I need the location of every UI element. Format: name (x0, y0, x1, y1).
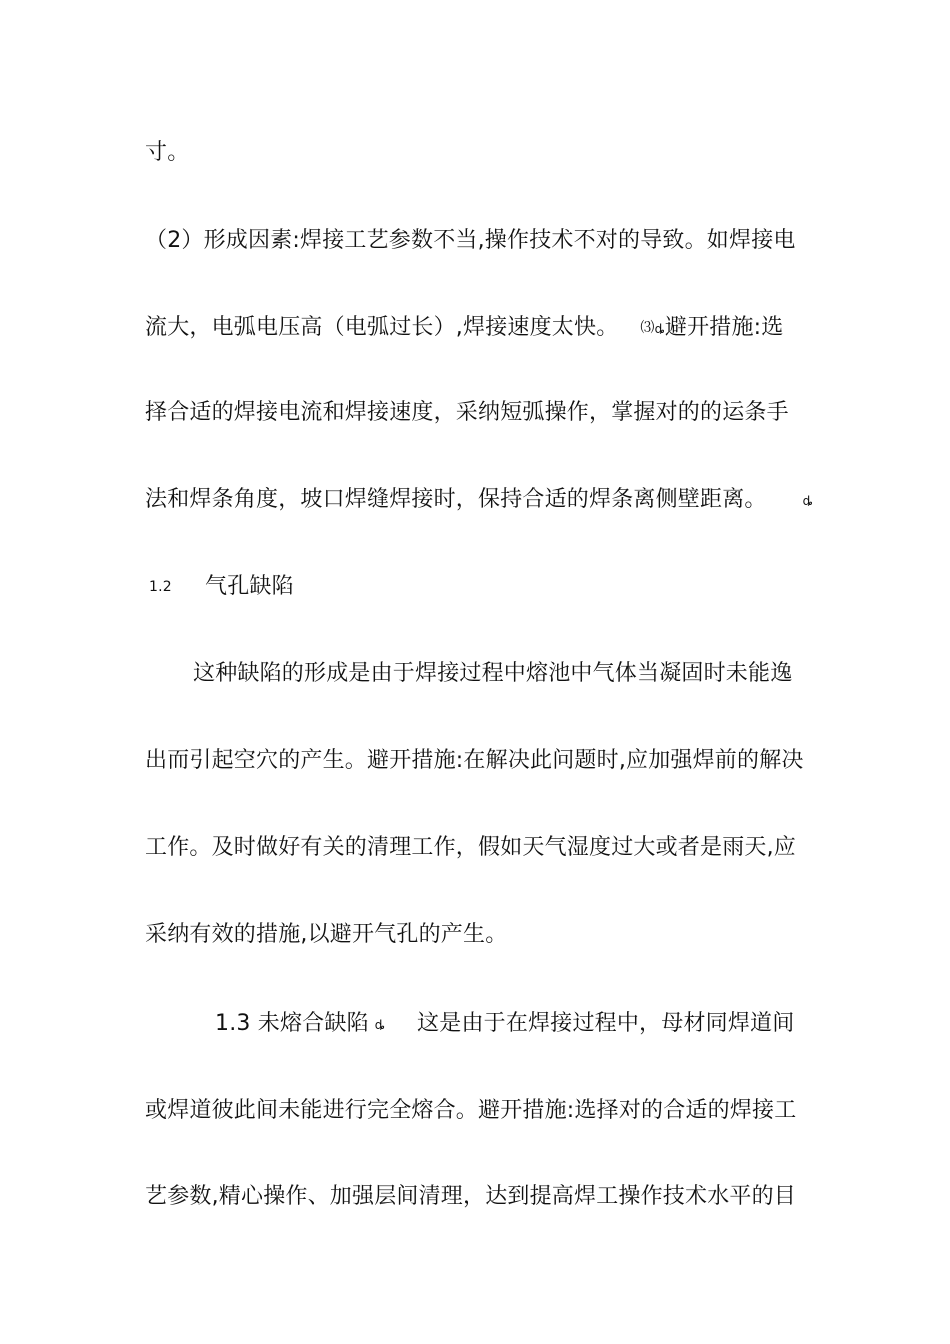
text-l13: 艺参数,精心操作、加强层间清理，达到提高焊工操作技术水平的目 (145, 1184, 796, 1209)
section-number: 1.2 (149, 579, 172, 595)
text-l12: 或焊道彼此间未能进行完全熔合。避开措施:选择对的合适的焊接工 (145, 1098, 797, 1123)
text-l10: 采纳有效的措施,以避开气孔的产生。 (145, 922, 508, 947)
text-line-4 (145, 398, 815, 428)
text-l9: 工作。及时做好有关的清理工作，假如天气湿度过大或者是雨天,应 (145, 835, 796, 860)
list-number-3: ⑶ (640, 320, 655, 336)
section-heading-1-2 (145, 572, 815, 602)
paragraph-mark-icon: ȡ (654, 322, 665, 336)
text-l3a: 流大，电弧电压高（电弧过长）,焊接速度太快。 (145, 315, 619, 340)
text-l5: 法和焊条角度，坡口焊缝焊接时，保持合适的焊条离侧壁距离。 (145, 487, 767, 512)
text-line-8 (145, 746, 815, 776)
text-line-13 (145, 1182, 815, 1212)
text-l2: （2）形成因素:焊接工艺参数不当,操作技术不对的导致。如焊接电 (145, 228, 796, 253)
text-line-12 (145, 1096, 815, 1126)
text-l1: 寸。 (145, 140, 190, 165)
text-line-7 (145, 659, 815, 689)
text-line-3 (145, 313, 815, 344)
text-l8: 出而引起空穴的产生。避开措施:在解决此问题时,应加强焊前的解决 (145, 748, 804, 773)
text-l3c: 避开措施:选 (664, 315, 784, 340)
section-heading-1-3: 1.3 未熔合缺陷 (215, 1011, 369, 1036)
text-line-10 (145, 920, 815, 950)
section-title: 气孔缺陷 (205, 574, 294, 599)
text-line-9 (145, 833, 815, 863)
text-l7: 这种缺陷的形成是由于焊接过程中熔池中气体当凝固时未能逸 (193, 661, 793, 686)
paragraph-mark-icon: ȡ (374, 1018, 386, 1032)
text-line-5 (145, 485, 815, 516)
text-l4: 择合适的焊接电流和焊接速度，采纳短弧操作，掌握对的的运条手 (145, 400, 789, 425)
text-l11b: 这是由于在焊接过程中，母材同焊道间 (417, 1011, 795, 1036)
text-line-2 (145, 226, 815, 256)
text-line-1 (145, 138, 815, 168)
paragraph-mark-icon: ȡ (802, 494, 813, 508)
text-line-11 (145, 1009, 815, 1040)
